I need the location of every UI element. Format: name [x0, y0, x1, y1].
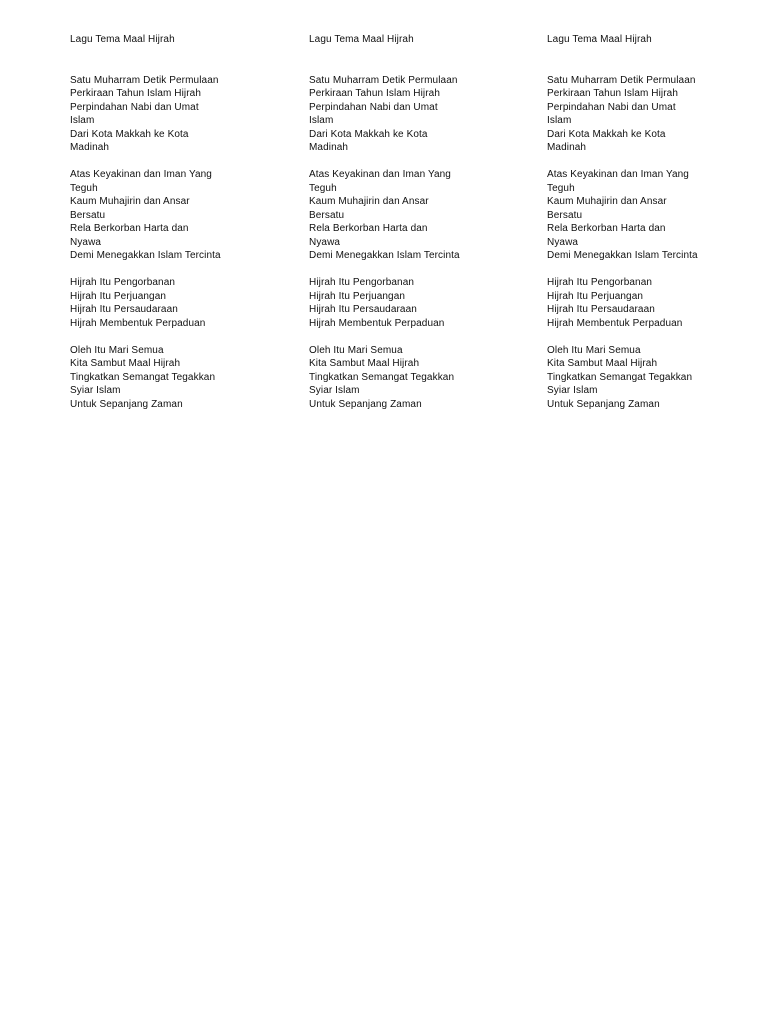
- lyric-line: Hijrah Itu Pengorbanan: [309, 277, 415, 288]
- lyric-line: Oleh Itu Mari Semua: [547, 344, 641, 356]
- stanza-1: [309, 74, 514, 155]
- song-title: Lagu Tema Maal Hijrah: [309, 34, 414, 45]
- lyric-line: Demi Menegakkan Islam Tercinta: [70, 250, 221, 261]
- lyric-line: Hijrah Membentuk Perpaduan: [547, 317, 683, 329]
- lyric-line: Nyawa: [547, 236, 579, 248]
- lyric-line: Perpindahan Nabi dan Umat: [547, 101, 676, 113]
- lyrics-column-3: [547, 33, 752, 425]
- stanza-1: [547, 74, 752, 155]
- lyric-line: Rela Berkorban Harta dan: [547, 223, 666, 234]
- lyric-line: Kaum Muhajirin dan Ansar: [70, 196, 190, 207]
- lyric-line: Dari Kota Makkah ke Kota: [309, 128, 428, 140]
- stanza-3: [547, 276, 752, 330]
- song-title: Lagu Tema Maal Hijrah: [547, 34, 652, 45]
- lyric-line: Hijrah Itu Pengorbanan: [70, 277, 176, 288]
- lyric-line: Nyawa: [70, 236, 102, 248]
- lyric-line: Syiar Islam: [309, 385, 360, 396]
- lyric-line: Satu Muharram Detik Permulaan: [70, 74, 219, 86]
- lyric-line: Demi Menegakkan Islam Tercinta: [547, 250, 698, 261]
- lyric-line: Bersatu: [70, 209, 106, 221]
- lyric-line: Kita Sambut Maal Hijrah: [309, 358, 420, 369]
- lyric-line: Hijrah Itu Perjuangan: [547, 290, 644, 302]
- lyric-line: Untuk Sepanjang Zaman: [70, 398, 183, 410]
- lyric-line: Teguh: [309, 182, 337, 194]
- lyric-line: Hijrah Itu Perjuangan: [309, 290, 406, 302]
- lyric-line: Hijrah Itu Persaudaraan: [70, 304, 178, 315]
- lyric-line: Syiar Islam: [70, 385, 121, 396]
- lyric-line: Hijrah Itu Perjuangan: [70, 290, 167, 302]
- lyric-line: Hijrah Itu Persaudaraan: [547, 304, 655, 315]
- stanza-2: [309, 168, 514, 263]
- lyric-line: Hijrah Membentuk Perpaduan: [309, 317, 445, 329]
- lyric-line: Madinah: [70, 142, 110, 153]
- lyric-line: Madinah: [309, 142, 349, 153]
- stanza-3: [70, 276, 275, 330]
- lyric-line: Teguh: [547, 182, 575, 194]
- lyric-line: Atas Keyakinan dan Iman Yang: [70, 169, 212, 180]
- lyric-line: Bersatu: [547, 209, 583, 221]
- lyric-line: Tingkatkan Semangat Tegakkan: [309, 371, 455, 383]
- lyric-line: Perkiraan Tahun Islam Hijrah: [70, 88, 202, 99]
- lyric-line: Perkiraan Tahun Islam Hijrah: [547, 88, 679, 99]
- stanza-3: [309, 276, 514, 330]
- lyrics-column-1: [70, 33, 275, 425]
- lyric-line: Teguh: [70, 182, 98, 194]
- song-title: Lagu Tema Maal Hijrah: [70, 34, 175, 45]
- stanza-4: [547, 344, 752, 412]
- lyric-line: Satu Muharram Detik Permulaan: [309, 74, 458, 86]
- lyric-line: Kaum Muhajirin dan Ansar: [547, 196, 667, 207]
- lyric-line: Untuk Sepanjang Zaman: [547, 398, 660, 410]
- lyric-line: Dari Kota Makkah ke Kota: [547, 128, 666, 140]
- lyric-line: Bersatu: [309, 209, 345, 221]
- lyric-line: Rela Berkorban Harta dan: [309, 223, 428, 234]
- lyric-line: Islam: [70, 115, 95, 126]
- lyric-line: Perpindahan Nabi dan Umat: [309, 101, 438, 113]
- stanza-2: [70, 168, 275, 263]
- lyric-line: Nyawa: [309, 236, 341, 248]
- lyric-line: Untuk Sepanjang Zaman: [309, 398, 422, 410]
- lyric-line: Oleh Itu Mari Semua: [70, 344, 164, 356]
- lyric-line: Islam: [547, 115, 572, 126]
- lyric-line: Atas Keyakinan dan Iman Yang: [309, 169, 451, 180]
- lyric-line: Oleh Itu Mari Semua: [309, 344, 403, 356]
- lyric-line: Rela Berkorban Harta dan: [70, 223, 189, 234]
- lyric-line: Atas Keyakinan dan Iman Yang: [547, 169, 689, 180]
- lyric-line: Hijrah Itu Pengorbanan: [547, 277, 653, 288]
- lyric-line: Tingkatkan Semangat Tegakkan: [547, 371, 693, 383]
- stanza-2: [547, 168, 752, 263]
- lyric-line: Kaum Muhajirin dan Ansar: [309, 196, 429, 207]
- stanza-1: [70, 74, 275, 155]
- lyric-line: Islam: [309, 115, 334, 126]
- stanza-4: [309, 344, 514, 412]
- lyrics-column-2: [309, 33, 514, 425]
- lyric-line: Syiar Islam: [547, 385, 598, 396]
- lyric-line: Perpindahan Nabi dan Umat: [70, 101, 199, 113]
- lyric-line: Hijrah Itu Persaudaraan: [309, 304, 417, 315]
- lyric-line: Madinah: [547, 142, 587, 153]
- lyric-line: Hijrah Membentuk Perpaduan: [70, 317, 206, 329]
- lyric-line: Demi Menegakkan Islam Tercinta: [309, 250, 460, 261]
- lyric-line: Kita Sambut Maal Hijrah: [70, 358, 181, 369]
- lyric-line: Kita Sambut Maal Hijrah: [547, 358, 658, 369]
- lyric-line: Tingkatkan Semangat Tegakkan: [70, 371, 216, 383]
- lyric-line: Satu Muharram Detik Permulaan: [547, 74, 696, 86]
- lyric-line: Dari Kota Makkah ke Kota: [70, 128, 189, 140]
- lyric-line: Perkiraan Tahun Islam Hijrah: [309, 88, 441, 99]
- stanza-4: [70, 344, 275, 412]
